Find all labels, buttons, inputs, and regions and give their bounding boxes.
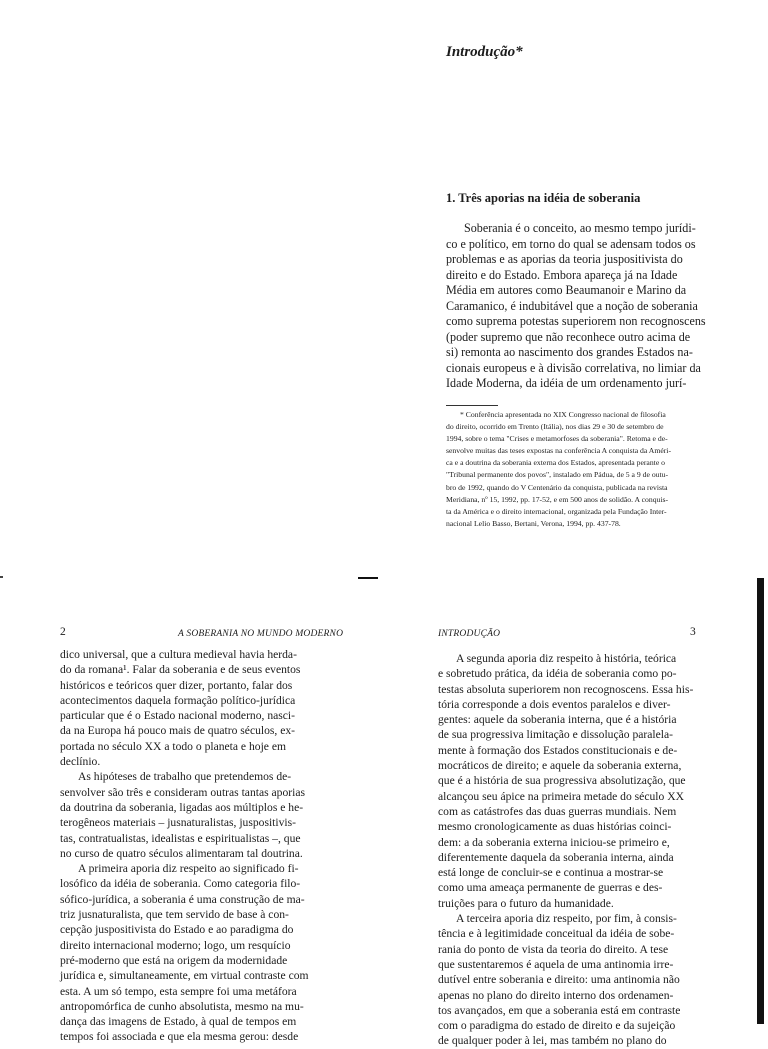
intro-paragraph	[446, 221, 710, 392]
text-line: direito internacional moderno; logo, um resquício	[60, 938, 291, 952]
text-line: tempos foi associada e que ela mesma gerou: desde	[60, 1030, 299, 1044]
text-line: e sobretudo prática, da idéia de soberania como po-	[438, 667, 677, 681]
text-line: A primeira aporia diz respeito ao significado fi-	[78, 862, 299, 876]
text-line: triz jusnaturalista, que tem servido de base à con-	[60, 908, 289, 922]
text-line: alcançou seu ápice na primeira metade do século XX	[438, 789, 684, 803]
text-line: está longe de concluir-se e continua a mostrar-se	[438, 866, 664, 880]
left-page-text	[60, 647, 324, 1045]
text-line: tência e à legitimidade conceitual da idéia de sobe-	[438, 927, 675, 941]
paragraph-line: Idade Moderna, da idéia de um ordenamento jurí-	[446, 376, 687, 390]
paragraph-line: si) remonta ao nascimento dos grandes Estados na-	[446, 345, 693, 359]
footnote-line: do direito, ocorrido em Trento (Itália), nos dias 29 e 30 de setembro de	[446, 422, 664, 432]
text-line: sófico-jurídica, a soberania é uma construção de ma-	[60, 892, 305, 906]
page-number: 2	[60, 626, 66, 638]
text-line: como uma ameaça permanente de guerras e des-	[438, 881, 663, 895]
text-line: com o paradigma do estado de direito e da sujeição	[438, 1019, 676, 1033]
text-line: senvolver são três e consideram outras tantas aporias	[60, 785, 305, 799]
text-line: truições para o futuro da humanidade.	[438, 896, 614, 910]
text-line: tória corresponde a dois eventos paralelos e diver-	[438, 697, 671, 711]
text-line: testas absoluta superiorem non recognoscens. Essa his-	[438, 682, 694, 696]
footnote-line: 1994, sobre o tema "Crises e metamorfoses da soberania". Retoma e de-	[446, 434, 668, 444]
footnote-line: ta da América e o direito internacional, organizada pela Fundação Inter-	[446, 506, 667, 516]
footnote-divider	[446, 405, 498, 406]
text-line: losófico da idéia de soberania. Como categoria filo-	[60, 877, 301, 891]
binding-shadow	[757, 578, 764, 1024]
footnote-line: "Tribunal permanente dos povos", instalado em Pádua, de 5 a 9 de outu-	[446, 470, 669, 480]
page-number: 3	[690, 626, 696, 638]
text-line: As hipóteses de trabalho que pretendemos de-	[78, 770, 292, 784]
paragraph-line: direito e do Estado. Embora apareça já na Idade	[446, 267, 678, 282]
text-line: que sustentaremos é aquela de uma antinomia irre-	[438, 957, 674, 971]
text-line: mesmo cronologicamente as duas histórias coinci-	[438, 820, 672, 834]
chapter-title: Introdução*	[446, 44, 523, 60]
text-line: acontecimentos daquela formação político-jurídica	[60, 693, 296, 707]
text-line: particular que é o Estado nacional moderno, nasci-	[60, 709, 296, 723]
text-line: tas, contratualistas, idealistas e espiritualistas –, que	[60, 831, 301, 845]
paragraph-line: Caramanico, é indubitável que a noção de soberania	[446, 298, 698, 313]
text-line: diferentemente daquela da soberania interna, ainda	[438, 850, 674, 864]
text-line: gentes: aquele da soberania interna, que é a história	[438, 713, 677, 727]
paragraph-line: cionais europeus e à divisão correlativa, no limiar da	[446, 360, 701, 375]
running-head: INTRODUÇÃO	[438, 629, 501, 639]
text-line: pré-moderno que está na origem da modernidade	[60, 953, 288, 967]
text-line: rania do ponto de vista da teoria do direito. A tese	[438, 942, 669, 956]
text-line: do da romana¹. Falar da soberania e de seus eventos	[60, 663, 301, 677]
text-line: esta. A um só tempo, esta sempre foi uma metáfora	[60, 984, 297, 998]
text-line: A segunda aporia diz respeito à história, teórica	[456, 652, 677, 665]
text-line: no curso de quatro séculos alimentaram tal doutrina.	[60, 846, 303, 860]
text-line: de qualquer poder à lei, mas também no plano do	[438, 1034, 667, 1048]
footnote-line: bro de 1992, quando do V Centenário da conquista, publicada na revista	[446, 482, 668, 492]
text-line: tos avançados, em que a soberania está em contraste	[438, 1003, 681, 1017]
paragraph-line: (poder supremo que não reconhece outro acima de	[446, 329, 691, 344]
text-line: históricos e teóricos quer dizer, portanto, falar dos	[60, 678, 293, 692]
text-line: mocráticos de direito; e aquele da soberania externa,	[438, 759, 682, 773]
text-line: terogêneos materiais – jusnaturalistas, juspositivis-	[60, 816, 297, 830]
text-line: A terceira aporia diz respeito, por fim, à consis-	[456, 912, 677, 926]
text-line: cepção juspositivista do Estado e ao paradigma do	[60, 923, 294, 937]
text-line: antropomórfica de cunho absolutista, mesmo na mu-	[60, 999, 304, 1013]
text-line: dutível entre soberania e direito: uma antinomia não	[438, 973, 680, 987]
edge-mark	[0, 576, 3, 578]
footnote-line: nacional Lelio Basso, Bertani, Verona, 1994, pp. 437-78.	[446, 518, 621, 528]
paragraph-line: co e político, em torno do qual se adensam todos os	[446, 236, 696, 251]
footnote-line: Meridiana, nº 15, 1992, pp. 17-52, e em 500 anos de solidão. A conquis-	[446, 494, 669, 504]
section-heading: 1. Três aporias na idéia de soberania	[446, 191, 641, 205]
text-line: com as catástrofes das duas guerras mundiais. Nem	[438, 804, 677, 818]
right-page-text	[438, 651, 698, 1049]
spread-separator	[358, 577, 378, 579]
text-line: dança das imagens de Estado, à qual de tempos em	[60, 1015, 297, 1029]
text-line: da na Europa há pouco mais de quatro séculos, ex-	[60, 724, 296, 738]
text-line: apenas no plano do direito interno dos ordenamen-	[438, 988, 674, 1002]
text-line: dico universal, que a cultura medieval havia herda-	[60, 648, 297, 661]
footnote	[446, 409, 710, 530]
text-line: declínio.	[60, 755, 101, 769]
text-line: de sua progressiva limitação e dissolução paralela-	[438, 728, 674, 742]
text-line: dem: a da soberania externa iniciou-se primeiro e,	[438, 835, 670, 849]
text-line: da doutrina da soberania, ligadas aos múltiplos e he-	[60, 800, 304, 814]
paragraph-line: como suprema potestas superiorem non recognoscens	[446, 314, 706, 328]
paragraph-line: problemas e as aporias da teoria juspositivista do	[446, 252, 683, 266]
running-head: A SOBERANIA NO MUNDO MODERNO	[178, 629, 344, 639]
text-line: portada no século XX a todo o planeta e hoje em	[60, 739, 287, 753]
footnote-line: ca e a doutrina da soberania externa dos Estados, apresentada perante o	[446, 458, 665, 468]
footnote-line: * Conferência apresentada no XIX Congresso nacional de filosofia	[460, 410, 666, 419]
text-line: mente à formação dos Estados constitucionais e de-	[438, 743, 678, 757]
paragraph-line: Soberania é o conceito, ao mesmo tempo jurídi-	[464, 221, 696, 235]
footnote-line: senvolve muitas das teses expostas na conferência A conquista da Améri-	[446, 446, 672, 456]
text-line: jurídica e, simultaneamente, em virtual contraste com	[60, 969, 309, 983]
text-line: que é a história de sua progressiva absolutização, que	[438, 774, 686, 788]
paragraph-line: Média em autores como Beaumanoir e Marino da	[446, 283, 687, 297]
